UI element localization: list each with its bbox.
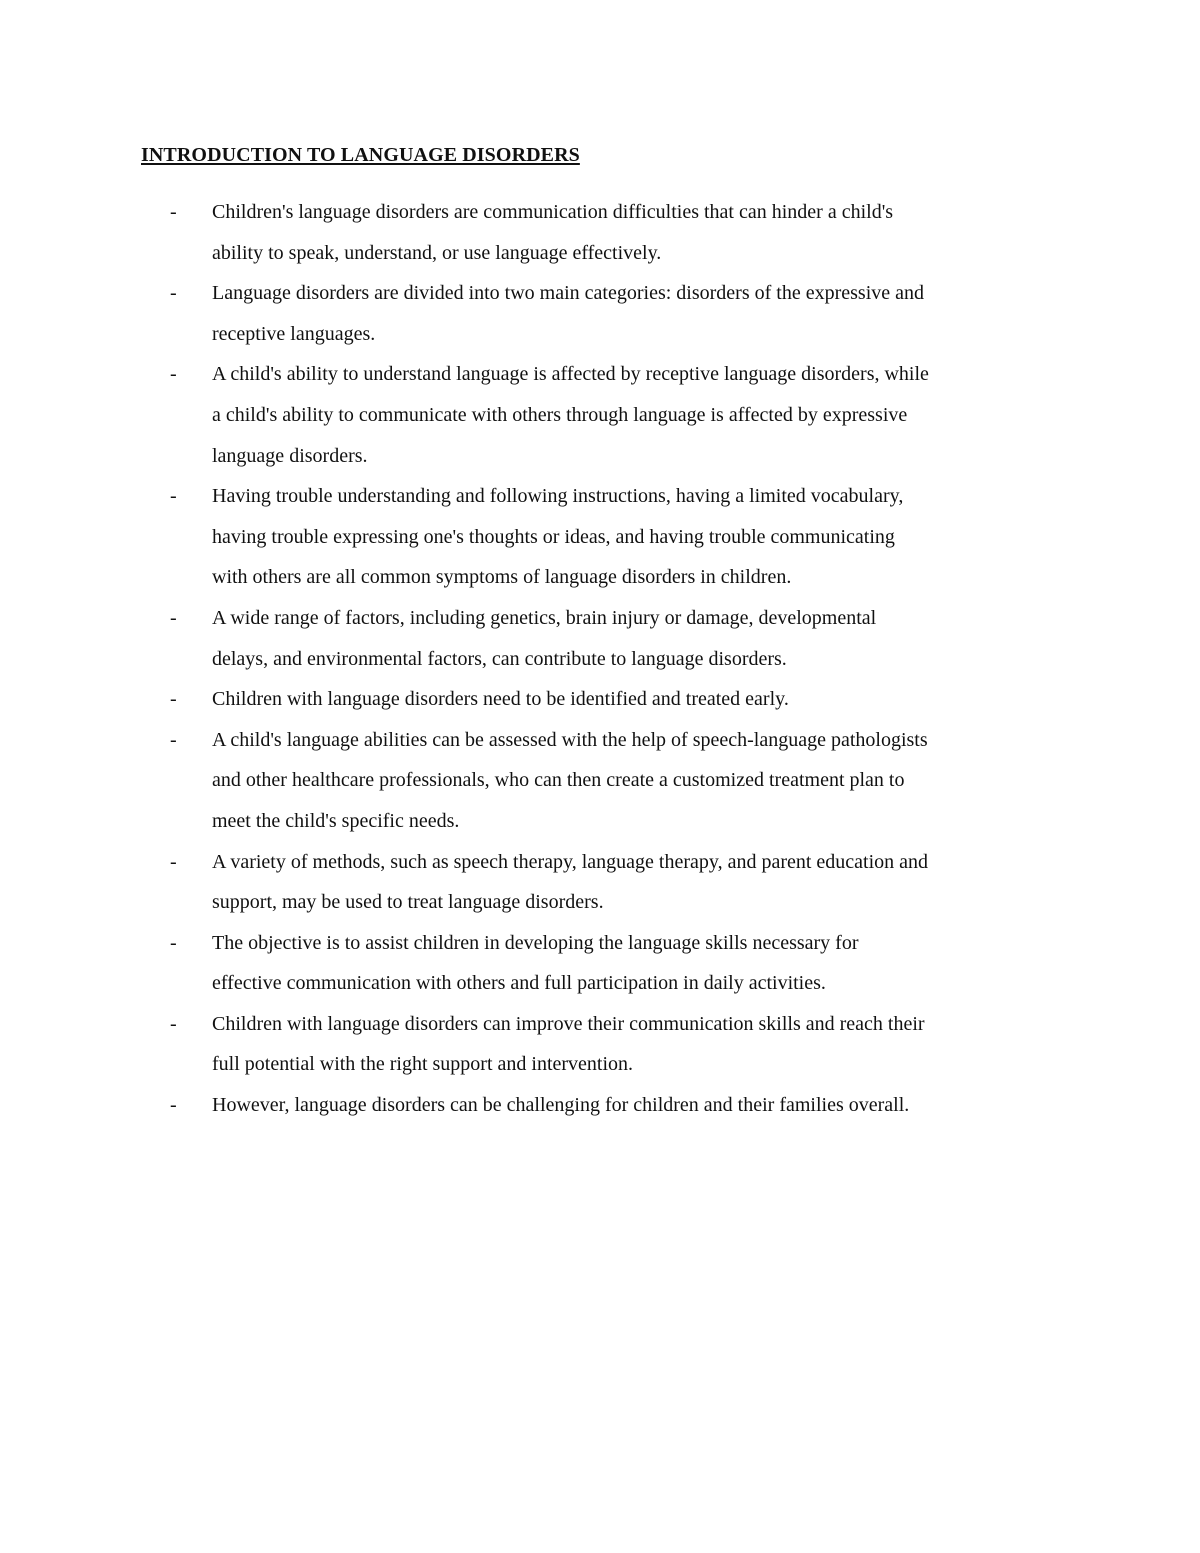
bullet-line: Children's language disorders are communication difficulties that can hinder a child's (212, 201, 894, 223)
bullet-text (212, 679, 1070, 720)
bullet-text (212, 842, 1070, 923)
bullet-dash: - (170, 363, 177, 386)
list-item (170, 1085, 1070, 1126)
bullet-dash: - (170, 1094, 177, 1117)
bullet-text (212, 923, 1070, 1004)
bullet-line: a child's ability to communicate with others through language is affected by expressive (212, 403, 908, 426)
list-item (170, 1004, 1070, 1085)
list-item (170, 273, 1070, 354)
bullet-line: having trouble expressing one's thoughts or ideas, and having trouble communicating (212, 525, 895, 548)
bullet-line: support, may be used to treat language disorders. (212, 891, 604, 914)
bullet-line: A child's language abilities can be assessed with the help of speech-language pathologists (212, 728, 928, 751)
bullet-line: Having trouble understanding and following instructions, having a limited vocabulary, (212, 485, 904, 508)
bullet-text (212, 192, 1070, 273)
bullet-line: with others are all common symptoms of language disorders in children. (212, 566, 792, 589)
bullet-line: meet the child's specific needs. (212, 809, 460, 832)
bullet-dash: - (170, 728, 177, 751)
bullet-text (212, 354, 1070, 476)
bullet-text (212, 720, 1070, 842)
list-item (170, 842, 1070, 923)
bullet-dash: - (170, 931, 177, 954)
bullet-line: A child's ability to understand language is affected by receptive language disorders, while (212, 363, 929, 386)
list-item (170, 476, 1070, 598)
bullet-line: A variety of methods, such as speech therapy, language therapy, and parent education and (212, 850, 929, 873)
bullet-line: language disorders. (212, 444, 368, 467)
bullet-line: and other healthcare professionals, who can then create a customized treatment plan to (212, 769, 905, 792)
list-item (170, 598, 1070, 679)
bullet-dash: - (170, 485, 177, 508)
bullet-line: effective communication with others and full participation in daily activities. (212, 972, 826, 995)
bullet-text (212, 1004, 1070, 1085)
bullet-line: ability to speak, understand, or use language effectively. (212, 241, 662, 264)
list-item (170, 679, 1070, 720)
bullet-dash: - (170, 688, 177, 711)
bullet-dash: - (170, 201, 177, 223)
bullet-text (212, 1085, 1070, 1126)
bullet-list (170, 192, 1070, 1126)
bullet-line: A wide range of factors, including genetics, brain injury or damage, developmental (212, 606, 877, 629)
bullet-dash: - (170, 850, 177, 873)
document-title: INTRODUCTION TO LANGUAGE DISORDERS (141, 144, 580, 166)
bullet-line: Language disorders are divided into two main categories: disorders of the expressive and (212, 282, 925, 305)
bullet-dash: - (170, 282, 177, 305)
bullet-line: Children with language disorders need to be identified and treated early. (212, 688, 789, 711)
list-item (170, 720, 1070, 842)
bullet-line: Children with language disorders can improve their communication skills and reach their (212, 1012, 925, 1035)
list-item (170, 192, 1070, 273)
list-item (170, 354, 1070, 476)
bullet-line: However, language disorders can be challenging for children and their families overall. (212, 1094, 910, 1117)
bullet-text (212, 476, 1070, 598)
list-item (170, 923, 1070, 1004)
bullet-text (212, 273, 1070, 354)
bullet-line: receptive languages. (212, 322, 376, 345)
bullet-line: The objective is to assist children in developing the language skills necessary for (212, 931, 859, 954)
bullet-dash: - (170, 606, 177, 629)
bullet-dash: - (170, 1012, 177, 1035)
bullet-text (212, 598, 1070, 679)
bullet-line: full potential with the right support and intervention. (212, 1053, 634, 1076)
bullet-line: delays, and environmental factors, can contribute to language disorders. (212, 647, 787, 670)
